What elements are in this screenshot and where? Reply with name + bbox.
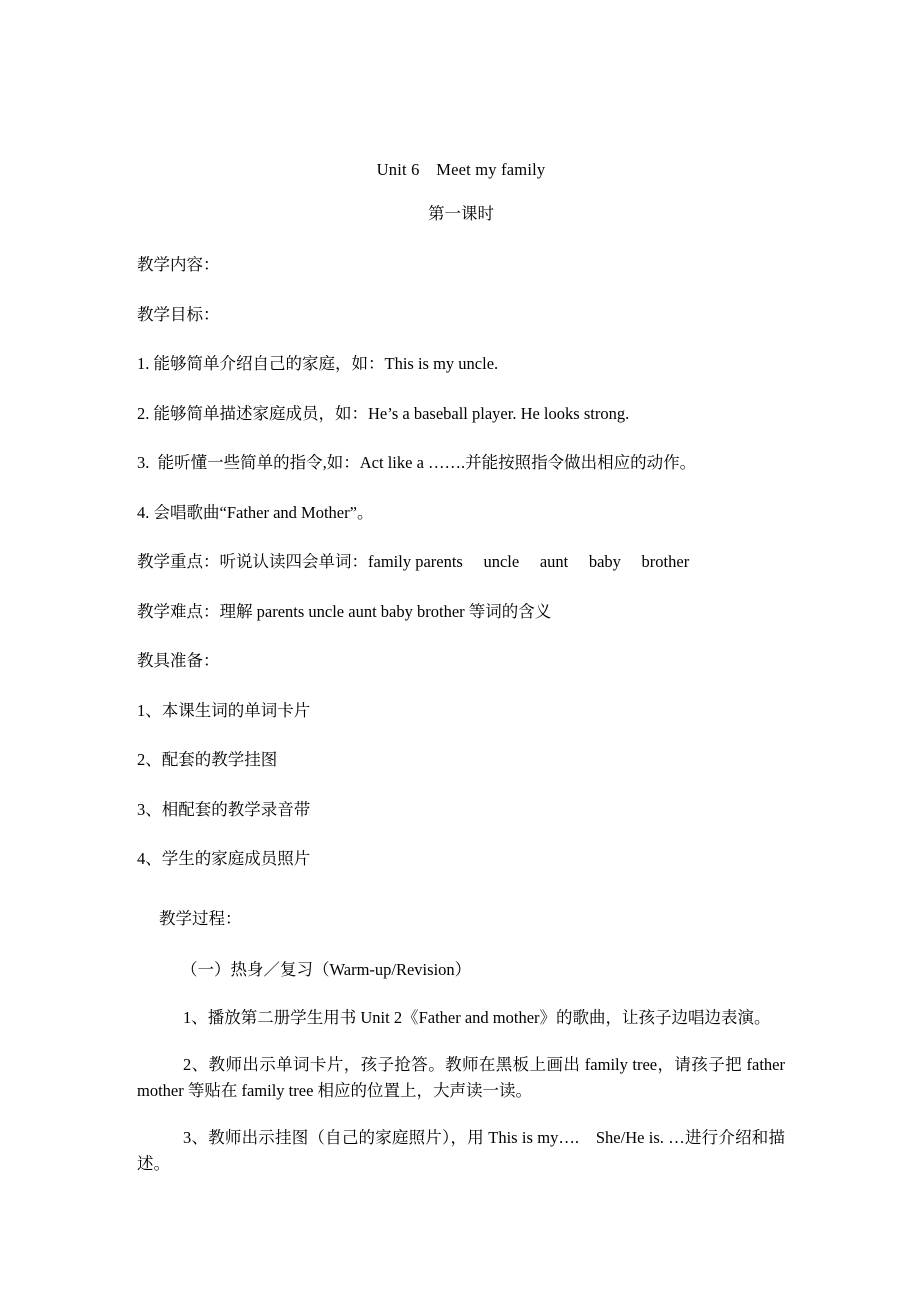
document-subtitle: 第一课时 (428, 203, 494, 223)
document-title: Unit 6 Meet my family (376, 160, 546, 179)
objective-item-2: 2. 能够简单描述家庭成员，如：He’s a baseball player. He looks strong. (137, 403, 630, 423)
teaching-difficult-points: 教学难点：理解 parents uncle aunt baby brother 等词的含义 (137, 601, 552, 621)
teaching-content-heading: 教学内容： (137, 255, 220, 274)
material-item-1: 1、本课生词的单词卡片 (137, 700, 311, 720)
warmup-section-heading: （一）热身／复习（Warm-up/Revision） (181, 960, 472, 979)
document-body (137, 0, 785, 1176)
process-step-3: 3、教师出示挂图（自己的家庭照片），用 This is my…. She/He is. …进行介绍和描述。 (137, 1128, 785, 1173)
teaching-key-points: 教学重点：听说认读四会单词：family parents uncle aunt baby brother (137, 552, 690, 571)
teaching-objectives-heading: 教学目标： (137, 304, 220, 324)
teaching-process-heading: 教学过程： (159, 908, 242, 928)
process-step-2: 2、教师出示单词卡片，孩子抢答。教师在黑板上画出 family tree，请孩子把 father mother 等贴在 family tree 相应的位置上，大声读一读。 (137, 1055, 785, 1100)
material-item-2: 2、配套的教学挂图 (137, 750, 278, 769)
process-step-1: 1、播放第二册学生用书 Unit 2《Father and mother》的歌曲，让孩子边唱边表演。 (183, 1007, 771, 1027)
objective-item-4: 4. 会唱歌曲“Father and Mother”。 (137, 502, 374, 522)
material-item-4: 4、学生的家庭成员照片 (137, 849, 311, 868)
material-item-3: 3、相配套的教学录音带 (137, 799, 311, 819)
objective-item-1: 1. 能够简单介绍自己的家庭，如：This is my uncle. (137, 354, 499, 373)
teaching-materials-heading: 教具准备： (137, 651, 220, 670)
objective-item-3: 3. 能听懂一些简单的指令,如：Act like a …….并能按照指令做出相应的动作。 (137, 453, 697, 472)
